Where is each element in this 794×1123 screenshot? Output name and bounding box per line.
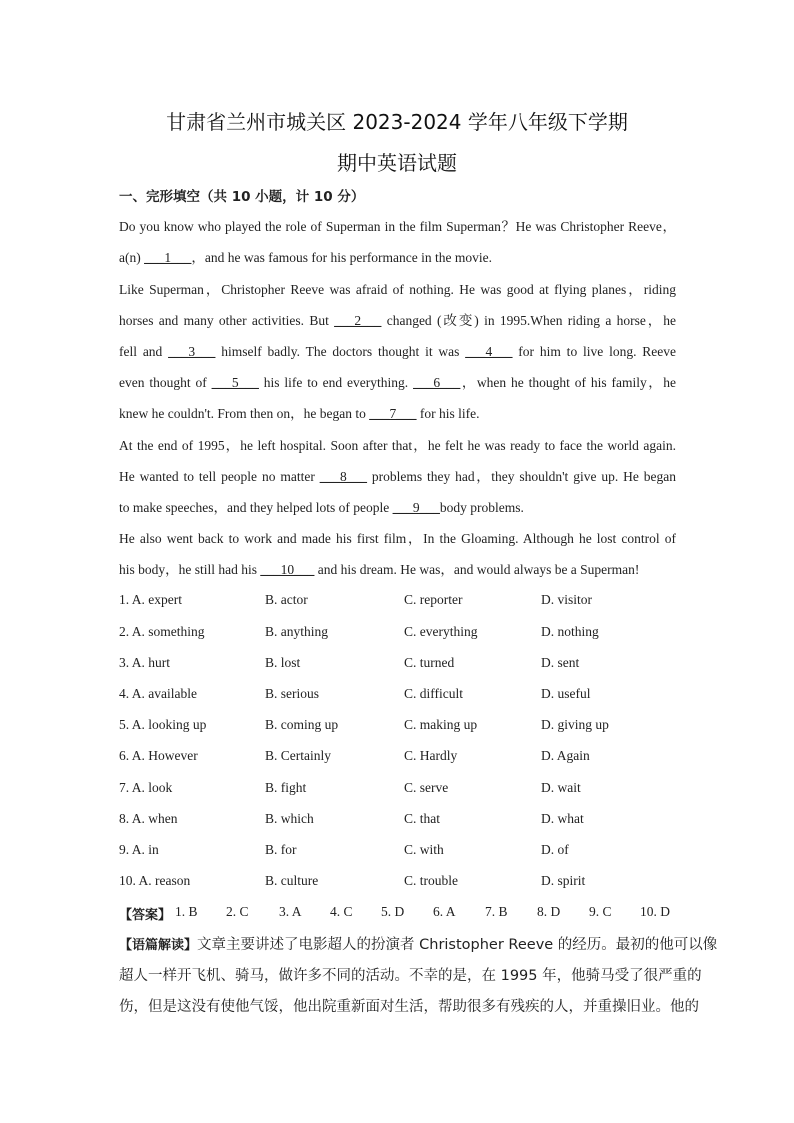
option-row-1 [119,592,679,610]
option-row-7 [119,780,679,798]
option-b: B. coming up [265,717,339,732]
option-b: B. anything [265,624,328,639]
blank-4: ___4___ [465,344,513,359]
option-a: 2. A. something [119,624,205,639]
answer-item: 4. C [330,904,353,919]
blank-9: ___9___ [392,500,440,515]
passage-line: his body，he still had his ___10___ and his dream. He was，and would always be a Superman! [119,562,640,577]
option-c: C. serve [404,780,449,795]
option-d: D. what [541,811,584,826]
option-c: C. with [404,842,444,857]
title-line-1: 甘肃省兰州市城关区 2023-2024 学年八年级下学期 [166,110,628,134]
option-a: 9. A. in [119,842,159,857]
blank-3: ___3___ [168,344,216,359]
title-line-2: 期中英语试题 [337,151,457,175]
option-a: 4. A. available [119,686,197,701]
option-row-6 [119,748,679,766]
option-a: 3. A. hurt [119,655,171,670]
answer-item: 9. C [589,904,612,919]
passage-line: a(n) ___1___，and he was famous for his performance in the movie. [119,250,493,265]
option-row-10 [119,873,679,891]
passage-line: Like Superman，Christopher Reeve was afraid of nothing. He was good at flying planes，riding [119,282,676,297]
option-c: C. reporter [404,592,463,607]
answer-item: 6. A [433,904,456,919]
option-a: 10. A. reason [119,873,191,888]
answer-label: 【答案】 [119,908,172,923]
option-row-4 [119,686,679,704]
passage-line: to make speeches，and they helped lots of people ___9___body problems. [119,500,524,515]
option-b: B. serious [265,686,319,701]
option-d: D. wait [541,780,581,795]
blank-8: ___8___ [319,469,367,484]
analysis-label: 【语篇解读】 [119,938,198,953]
answer-item: 1. B [175,904,198,919]
option-c: C. everything [404,624,478,639]
option-d: D. sent [541,655,580,670]
option-b: B. lost [265,655,301,670]
option-b: B. for [265,842,297,857]
answer-item: 5. D [381,904,405,919]
passage-line: horses and many other activities. But ___2___ changed (改变) in 1995.When riding a horse，he [119,313,676,328]
option-b: B. which [265,811,314,826]
option-a: 7. A. look [119,780,173,795]
option-d: D. of [541,842,569,857]
passage-line: He also went back to work and made his first film，In the Gloaming. Although he lost control of [119,531,676,546]
option-d: D. useful [541,686,591,701]
option-c: C. trouble [404,873,458,888]
passage-line: even thought of ___5___ his life to end everything. ___6___，when he thought of his family，he [119,375,677,390]
option-row-5 [119,717,679,735]
option-d: D. Again [541,748,590,763]
option-b: B. actor [265,592,308,607]
section-heading: 一、完形填空（共 10 小题，计 10 分） [119,189,365,205]
passage-line: Do you know who played the role of Superman in the film Superman？He was Christopher Reeve， [119,219,676,234]
answer-row [119,904,679,922]
option-d: D. giving up [541,717,609,732]
answer-item: 3. A [279,904,302,919]
option-row-2 [119,624,679,642]
answer-item: 2. C [226,904,249,919]
option-row-3 [119,655,679,673]
option-d: D. visitor [541,592,593,607]
option-c: C. that [404,811,440,826]
passage-line: fell and ___3___ himself badly. The doctors thought it was ___4___ for him to live long. Reeve [119,344,677,359]
blank-7: ___7___ [369,406,417,421]
option-b: B. Certainly [265,748,331,763]
answer-item: 8. D [537,904,561,919]
option-b: B. culture [265,873,319,888]
option-a: 6. A. However [119,748,198,763]
answer-item: 10. D [640,904,670,919]
option-c: C. making up [404,717,478,732]
option-a: 1. A. expert [119,592,182,607]
analysis-line: 【语篇解读】文章主要讲述了电影超人的扮演者 Christopher Reeve 的经历。最初的他可以像 [119,937,718,953]
analysis-line: 伤，但是这没有使他气馁，他出院重新面对生活，帮助很多有残疾的人，并重操旧业。他的 [119,999,699,1015]
option-c: C. Hardly [404,748,458,763]
blank-10: ___10___ [260,562,315,577]
blank-1: ___1___ [144,250,192,265]
passage-line: knew he couldn't. From then on，he began to ___7___ for his life. [119,406,480,421]
option-c: C. turned [404,655,455,670]
option-b: B. fight [265,780,307,795]
option-c: C. difficult [404,686,463,701]
option-row-9 [119,842,679,860]
analysis-line: 超人一样开飞机、骑马，做许多不同的活动。不幸的是，在 1995 年，他骑马受了很严重的 [119,968,702,984]
passage-line: He wanted to tell people no matter ___8___ problems they had，they shouldn't give up. He began [119,469,676,484]
blank-5: ___5___ [211,375,259,390]
option-d: D. nothing [541,624,599,639]
blank-6: ___6___ [413,375,461,390]
option-d: D. spirit [541,873,586,888]
option-a: 5. A. looking up [119,717,207,732]
answer-item: 7. B [485,904,508,919]
blank-2: ___2___ [334,313,382,328]
option-row-8 [119,811,679,829]
passage-line: At the end of 1995，he left hospital. Soon after that，he felt he was ready to face the world again. [119,438,676,453]
option-a: 8. A. when [119,811,178,826]
